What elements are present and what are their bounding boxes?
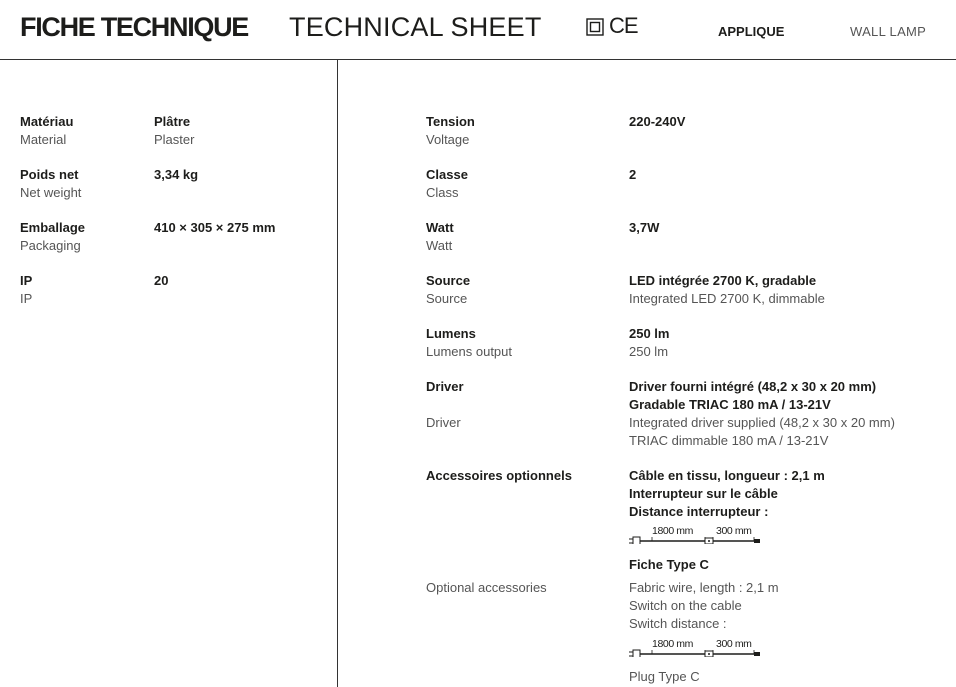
ce-mark: CE: [609, 13, 638, 38]
cable-length-1-label: 1800 mm: [652, 525, 693, 537]
title-en: TECHNICAL SHEET: [289, 12, 542, 42]
watt-value: 3,7W: [629, 220, 660, 235]
cable-diagram-fr: [628, 524, 768, 544]
voltage-label: Tension Voltage: [426, 114, 475, 147]
class-value: 2: [629, 167, 637, 182]
header-divider: [0, 59, 956, 60]
source-label: Source Source: [426, 273, 471, 306]
material-label: Matériau Material: [20, 114, 74, 147]
net-weight-label: Poids net Net weight: [20, 167, 82, 200]
packaging-label: Emballage Packaging: [20, 220, 86, 253]
driver-label-en: Driver: [426, 415, 461, 430]
cable-length-2-label: 300 mm: [716, 525, 752, 537]
class-label: Classe Class: [426, 167, 468, 200]
header: [0, 0, 956, 60]
accessories-label-fr: Accessoires optionnels: [426, 468, 572, 483]
source-value: LED intégrée 2700 K, gradable Integrated LED 2700 K, dimmable: [629, 273, 825, 306]
accessories-value-fr: Câble en tissu, longueur : 2,1 m Interrupteur sur le câble Distance interrupteur :: [629, 468, 825, 519]
driver-value: Driver fourni intégré (48,2 x 30 x 20 mm) Gradable TRIAC 180 mA / 13-21V Integrated driver supplied (48,2 x 30 x 20 mm) TRIAC dimmable 180 mA / 13-21V: [629, 379, 895, 448]
cable-length-2-label-en: 300 mm: [716, 638, 752, 650]
cable-diagram-en: [628, 637, 768, 657]
product-type-fr: APPLIQUE: [718, 24, 785, 39]
column-divider: [337, 59, 338, 687]
lumens-value: 250 lm 250 lm: [629, 326, 670, 359]
material-value: Plâtre Plaster: [154, 114, 195, 147]
title-fr: FICHE TECHNIQUE: [20, 12, 249, 42]
product-type-en: WALL LAMP: [850, 24, 927, 39]
ip-value: 20: [154, 273, 169, 288]
watt-label: Watt Watt: [426, 220, 454, 253]
plug-type-fr: Fiche Type C: [629, 557, 709, 572]
accessories-label-en: Optional accessories: [426, 580, 547, 595]
driver-label-fr: Driver: [426, 379, 464, 394]
lumens-label: Lumens Lumens output: [426, 326, 513, 359]
accessories-value-en: Fabric wire, length : 2,1 m Switch on the cable Switch distance :: [629, 580, 779, 631]
class-ii-icon: [586, 18, 604, 36]
ip-label: IP IP: [20, 273, 33, 306]
packaging-value: 410 × 305 × 275 mm: [154, 220, 276, 235]
cable-length-1-label-en: 1800 mm: [652, 638, 693, 650]
plug-type-en: Plug Type C: [629, 669, 700, 684]
voltage-value: 220-240V: [629, 114, 686, 129]
net-weight-value: 3,34 kg: [154, 167, 199, 182]
